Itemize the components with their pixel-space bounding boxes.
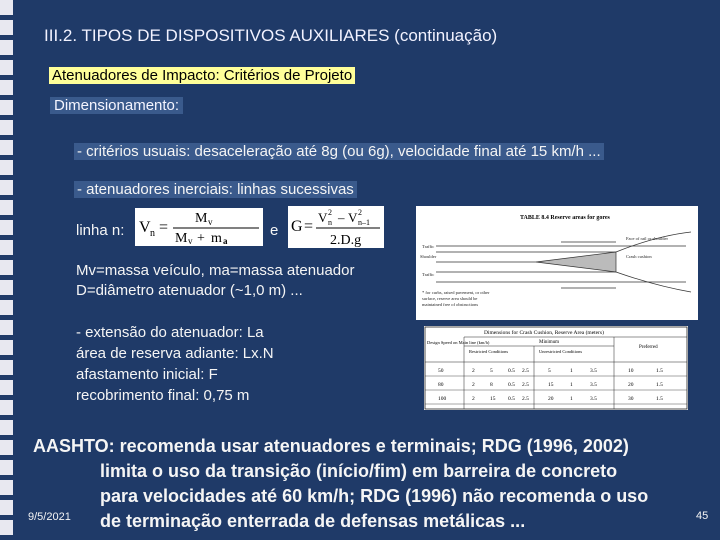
table-col-speed: Design Speed on Main line (km/h) [427, 340, 490, 345]
table-cell: 0.5 [508, 382, 515, 388]
bullet-usual-criteria-text: - critérios usuais: desaceleração até 8g (ou 6g), velocidade final até 15 km/h ... [74, 143, 604, 160]
table-cell: 1.5 [656, 382, 663, 388]
linha-n-label: linha n: [76, 222, 125, 239]
table-cell: 20 [628, 382, 634, 388]
table-cell: 1 [570, 382, 573, 388]
f1-lhs: V [139, 219, 151, 236]
gore-reserve-diagram-image [416, 206, 698, 320]
table-cell: 1 [570, 368, 573, 374]
table-cell: 15 [490, 396, 496, 402]
table-cell: 2 [472, 382, 475, 388]
bullet-usual-criteria [74, 143, 604, 160]
f2-den: 2.D.g [330, 233, 362, 248]
table-cell: 2.5 [522, 382, 529, 388]
table-cell: 3.5 [590, 382, 597, 388]
table-cell: 2.5 [522, 368, 529, 374]
diagram-label-traffic-2: Traffic [422, 272, 435, 277]
reserve-area-table-image [424, 326, 688, 410]
table-cell: 1 [570, 396, 573, 402]
ext-line-2: área de reserva adiante: Lx.N [76, 345, 274, 362]
f2-sup1: 2 [328, 208, 332, 217]
f1-lhs-sub: n [150, 228, 155, 239]
ext-line-1: - extensão do atenuador: La [76, 324, 264, 341]
aashto-line-4: de terminação enterrada de defensas metálicas ... [100, 511, 526, 531]
ext-line-3: afastamento inicial: F [76, 366, 218, 383]
table-cell: 5 [490, 368, 493, 374]
subtitle-dimensioning: Dimensionamento: [50, 97, 183, 114]
diagram-label-cushion: Crash cushion [626, 254, 652, 259]
f2-eq: = [304, 218, 314, 235]
f1-den-sub1: v [188, 236, 193, 246]
diagram-note-3: maintained free of obstructions [422, 302, 479, 307]
aashto-line-1: AASHTO: recomenda usar atenuadores e terminais; RDG (1996, 2002) [33, 436, 629, 456]
f1-den-sub2: a [223, 236, 228, 246]
table-cell: 5 [548, 368, 551, 374]
table-cell: 80 [438, 382, 444, 388]
table-cell: 2 [472, 396, 475, 402]
f2-lhs: G [291, 218, 303, 235]
f1-num: M [195, 211, 208, 226]
table-unrestricted: Unrestricted Conditions [539, 349, 583, 354]
aashto-line-2: limita o uso da transição (início/fim) em barreira de concreto [100, 461, 618, 481]
mass-line-1: Mv=massa veículo, ma=massa atenuador [76, 262, 355, 279]
slide-title: III.2. TIPOS DE DISPOSITIVOS AUXILIARES (continuação) [44, 26, 498, 45]
table-cell: 1.5 [656, 368, 663, 374]
table-cell: 3.5 [590, 368, 597, 374]
diagram-note: * for curbs, raised pavement, or other [422, 290, 490, 295]
f1-eq: = [159, 219, 169, 236]
table-cell: 8 [490, 382, 493, 388]
bullet-inertial-text: - atenuadores inerciais: linhas sucessivas [74, 181, 357, 198]
formula-deceleration [288, 206, 384, 248]
table-preferred: Preferred [639, 345, 658, 350]
table-cell: 10 [628, 368, 634, 374]
aashto-recommendation [33, 434, 648, 534]
table-cell: 50 [438, 368, 444, 374]
f2-sup2: 2 [358, 208, 362, 217]
f1-plus: + [197, 231, 205, 246]
f2-minus: – [338, 210, 345, 225]
f1-den: M [175, 231, 188, 246]
conjunction-e: e [270, 222, 279, 239]
table-cell: 20 [548, 396, 554, 402]
slide-date: 9/5/2021 [28, 511, 71, 523]
mass-line-2: D=diâmetro atenuador (~1,0 m) ... [76, 282, 303, 299]
table-restricted: Restricted Conditions [469, 349, 509, 354]
table-cell: 0.5 [508, 368, 515, 374]
f2-sub1: n [328, 218, 332, 227]
ext-line-4: recobrimento final: 0,75 m [76, 387, 250, 404]
table-cell: 100 [438, 396, 447, 402]
table-cell: 2 [472, 368, 475, 374]
table-cell: 1.5 [656, 396, 663, 402]
aashto-line-3: para velocidades até 60 km/h; RDG (1996) não recomenda o uso [100, 486, 649, 506]
slide-page-number: 45 [696, 510, 709, 522]
table-cell: 3.5 [590, 396, 597, 402]
f2-sub2: n–1 [358, 218, 370, 227]
table-cell: 2.5 [522, 396, 529, 402]
diagram-label-shoulder: Shoulder [420, 254, 437, 259]
diagram-note-2: surface, reserve area should be [422, 296, 478, 301]
table-minimum: Minimum [539, 340, 560, 345]
bullet-inertial-attenuators [74, 181, 357, 198]
extension-definitions [76, 322, 274, 406]
diagram-label-traffic-1: Traffic [422, 244, 435, 249]
f2-num-v1: V [318, 210, 328, 225]
f2-num-v2: V [348, 210, 358, 225]
mass-definitions [76, 261, 354, 301]
table-cell: 30 [628, 396, 634, 402]
left-stripe-decoration [0, 0, 13, 540]
f1-num-sub: v [208, 217, 213, 227]
formula-velocity-line-n [135, 208, 263, 246]
table-cell: 15 [548, 382, 554, 388]
diagram-label-face: Face of rail or shoulder [626, 236, 668, 241]
f1-den-m: m [211, 231, 222, 246]
diagram-caption: TABLE 8.4 Reserve areas for gores [520, 215, 610, 221]
table-header: Dimensions for Crash Cushion, Reserve Area (meters) [484, 330, 604, 336]
subtitle-impact-attenuators: Atenuadores de Impacto: Critérios de Projeto [49, 67, 355, 84]
table-cell: 0.5 [508, 396, 515, 402]
